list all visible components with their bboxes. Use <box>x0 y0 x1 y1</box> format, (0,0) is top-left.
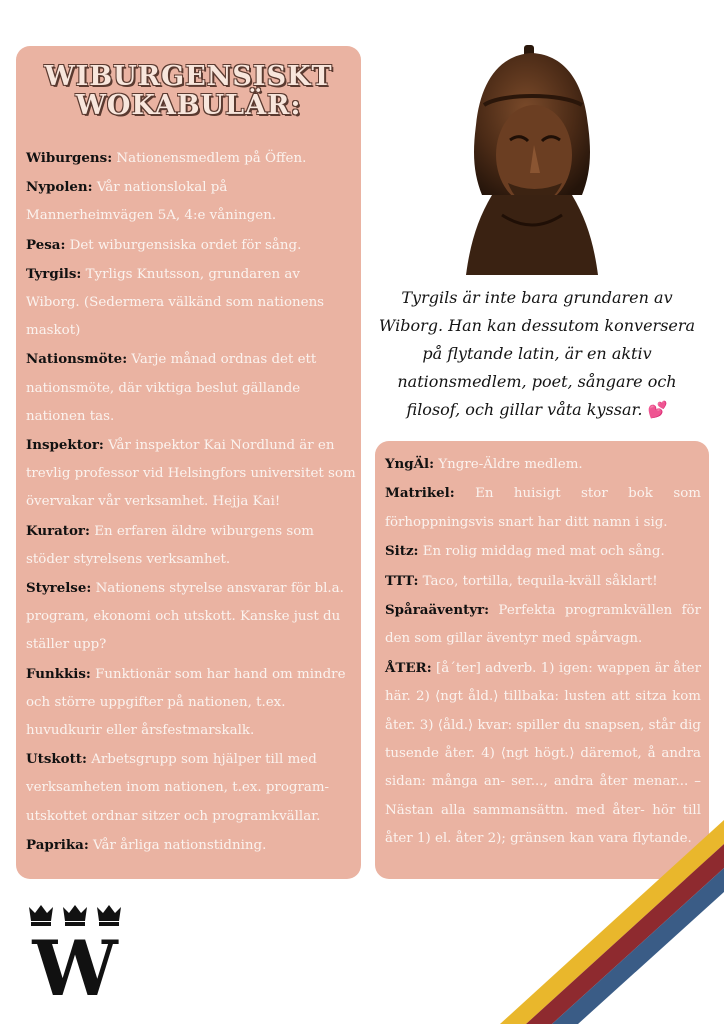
glossary-right <box>385 450 701 854</box>
wiburgs-nation-logo <box>27 903 123 998</box>
glossary-entry-sparaventyr <box>385 596 701 654</box>
glossary-term: Paprika: <box>26 836 89 853</box>
glossary-entry-kurator <box>26 517 356 574</box>
glossary-entry-utskott <box>26 745 356 831</box>
glossary-entry-pesa <box>26 231 356 260</box>
glossary-entry-tyrgils <box>26 260 356 346</box>
hearts-icon: 💕 <box>647 400 668 419</box>
glossary-definition: En erfaren äldre wiburgens som stöder styrelsens verksamhet. <box>26 523 314 567</box>
glossary-term: YngÄl: <box>385 456 435 472</box>
glossary-entry-nationsmote <box>26 345 356 431</box>
glossary-entry-funkkis <box>26 660 356 746</box>
glossary-definition: Vår nationslokal på Mannerheimvägen 5A, 4:e våningen. <box>26 180 277 224</box>
glossary-term: Nypolen: <box>26 179 93 196</box>
glossary-entry-inspektor <box>26 431 356 517</box>
crown-icon <box>29 905 53 926</box>
title-line-1: WIBURGENSISKT <box>44 61 333 92</box>
glossary-definition: Funktionär som har hand om mindre och större uppgifter på nationen, t.ex. huvudkurir eller årsfestmarskalk. <box>26 666 346 739</box>
caption-text: Tyrgils är inte bara grundaren av Wiborg. Han kan dessutom konversera på flytande latin, är en aktiv nationsmedlem, poet, sångare och filosof, och gillar våta kyssar. <box>378 288 696 419</box>
glossary-term: Sitz: <box>385 543 419 560</box>
glossary-definition: Arbetsgrupp som hjälper till med verksamheten inom nationen, t.ex. program- utskottet ordnar sitzer och programkvällar. <box>26 752 330 824</box>
glossary-entry-ttt <box>385 567 701 596</box>
glossary-term: Spåraäventyr: <box>385 602 490 619</box>
glossary-term: Wiburgens: <box>26 150 113 166</box>
glossary-term: Utskott: <box>26 751 87 768</box>
tyrgils-caption <box>372 284 702 424</box>
left-vocabulary-panel <box>16 46 361 879</box>
glossary-entry-yngal <box>385 450 701 479</box>
glossary-definition: Nationens styrelse ansvarar för bl.a. program, ekonomi och utskott. Kanske just du ställer upp? <box>26 581 344 653</box>
title-line-2: WOKABULÄR: <box>75 90 302 121</box>
glossary-entry-styrelse <box>26 574 356 660</box>
glossary-definition: Tyrligs Knutsson, grundaren av Wiborg. (Sedermera välkänd som nationens maskot) <box>26 266 325 339</box>
glossary-term: Matrikel: <box>385 485 455 502</box>
glossary-definition: Varje månad ordnas det ett nationsmöte, där viktiga beslut gällande nationen tas. <box>26 352 317 424</box>
glossary-definition: Det wiburgensiska ordet för sång. <box>65 237 302 253</box>
glossary-definition: Perfekta programkvällen för den som gillar äventyr med spårvagn. <box>385 603 701 647</box>
glossary-definition: Vår årliga nationstidning. <box>88 837 267 853</box>
logo-letter: W <box>32 924 118 998</box>
glossary-term: TTT: <box>385 572 419 589</box>
glossary-term: Funkkis: <box>26 665 91 682</box>
glossary-term: Styrelse: <box>26 580 92 597</box>
glossary-term: Tyrgils: <box>26 265 82 282</box>
glossary-term: Inspektor: <box>26 437 104 454</box>
crown-icon <box>63 905 87 926</box>
glossary-definition: Taco, tortilla, tequila-kväll såklart! <box>418 573 658 589</box>
right-vocabulary-panel <box>375 441 709 879</box>
glossary-definition: Yngre-Äldre medlem. <box>434 457 583 472</box>
glossary-term: Nationsmöte: <box>26 351 128 368</box>
glossary-left <box>26 144 356 860</box>
page-title <box>16 62 361 120</box>
nation-color-stripes <box>500 820 724 1024</box>
glossary-definition: En huisigt stor bok som förhoppningsvis snart har ditt namn i sig. <box>385 486 701 530</box>
glossary-definition: [å´ter] adverb. 1) igen: wappen är åter här. 2) ⟨ngt åld.⟩ tillbaka: lusten att sitza kom åter. 3) ⟨åld.⟩ kvar: spiller du snapsen, står dig tusende åter. 4) ⟨ngt högt.⟩ däremot, å andra sidan: många an- ser..., andra åter menar... – Nästan alla sammansättn. med åter- hör till åter 1) el. åter 2); gränsen kan vara flytande. <box>385 660 701 847</box>
glossary-term: Kurator: <box>26 522 90 539</box>
crown-icon <box>97 905 121 926</box>
glossary-definition: Vår inspektor Kai Nordlund är en trevlig professor vid Helsingfors universitet som övervakar vår verksamhet. Hejja Kai! <box>26 438 356 510</box>
glossary-term: ÅTER: <box>385 659 432 676</box>
tyrgils-bust-image <box>462 45 602 280</box>
glossary-term: Pesa: <box>26 236 66 253</box>
glossary-definition: En rolig middag med mat och sång. <box>418 544 665 560</box>
glossary-entry-wiburgens <box>26 144 356 173</box>
glossary-definition: Nationensmedlem på Öffen. <box>112 151 307 166</box>
glossary-entry-paprika <box>26 831 356 860</box>
glossary-entry-nypolen <box>26 173 356 230</box>
glossary-entry-matrikel <box>385 479 701 537</box>
glossary-entry-sitz <box>385 537 701 566</box>
